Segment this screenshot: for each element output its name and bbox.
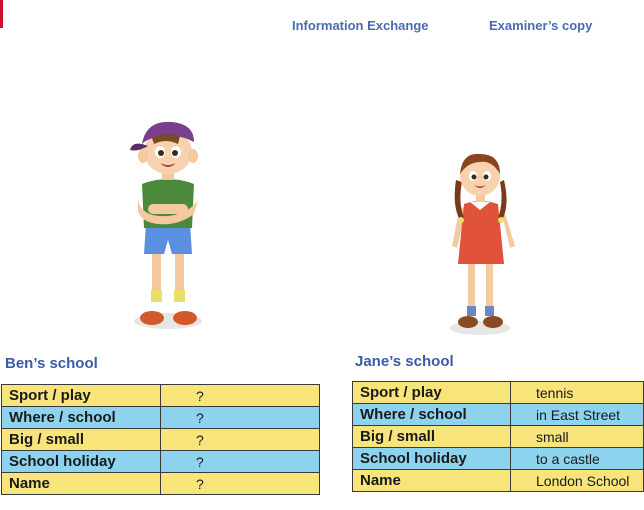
table-row bbox=[2, 407, 320, 429]
row-label: Big / small bbox=[353, 426, 511, 448]
table-row bbox=[353, 426, 644, 448]
red-edge-marker bbox=[0, 0, 3, 28]
table-row bbox=[353, 382, 644, 404]
boy-illustration bbox=[128, 118, 208, 333]
row-value: small bbox=[511, 426, 644, 448]
girl-illustration bbox=[448, 150, 520, 340]
row-label: Name bbox=[2, 473, 161, 495]
table-row bbox=[2, 473, 320, 495]
table-row bbox=[353, 448, 644, 470]
table-row bbox=[353, 404, 644, 426]
row-label: School holiday bbox=[353, 448, 511, 470]
row-label: Where / school bbox=[353, 404, 511, 426]
jane-school-title: Jane’s school bbox=[355, 353, 454, 370]
row-label: Where / school bbox=[2, 407, 161, 429]
table-row bbox=[2, 429, 320, 451]
row-value: tennis bbox=[511, 382, 644, 404]
row-label: School holiday bbox=[2, 451, 161, 473]
jane-school-table bbox=[352, 381, 644, 492]
row-value: London School bbox=[511, 470, 644, 492]
row-label: Name bbox=[353, 470, 511, 492]
header-copy-label: Examiner’s copy bbox=[489, 18, 593, 33]
table-row bbox=[2, 385, 320, 407]
header-title: Information Exchange bbox=[292, 18, 429, 33]
table-row bbox=[2, 451, 320, 473]
row-value: to a castle bbox=[511, 448, 644, 470]
row-value: ? bbox=[161, 407, 320, 429]
row-label: Big / small bbox=[2, 429, 161, 451]
row-value: ? bbox=[161, 385, 320, 407]
row-label: Sport / play bbox=[353, 382, 511, 404]
table-row bbox=[353, 470, 644, 492]
row-value: ? bbox=[161, 473, 320, 495]
row-label: Sport / play bbox=[2, 385, 161, 407]
ben-school-title: Ben’s school bbox=[5, 355, 98, 372]
row-value: ? bbox=[161, 429, 320, 451]
row-value: ? bbox=[161, 451, 320, 473]
row-value: in East Street bbox=[511, 404, 644, 426]
ben-school-table bbox=[1, 384, 320, 495]
